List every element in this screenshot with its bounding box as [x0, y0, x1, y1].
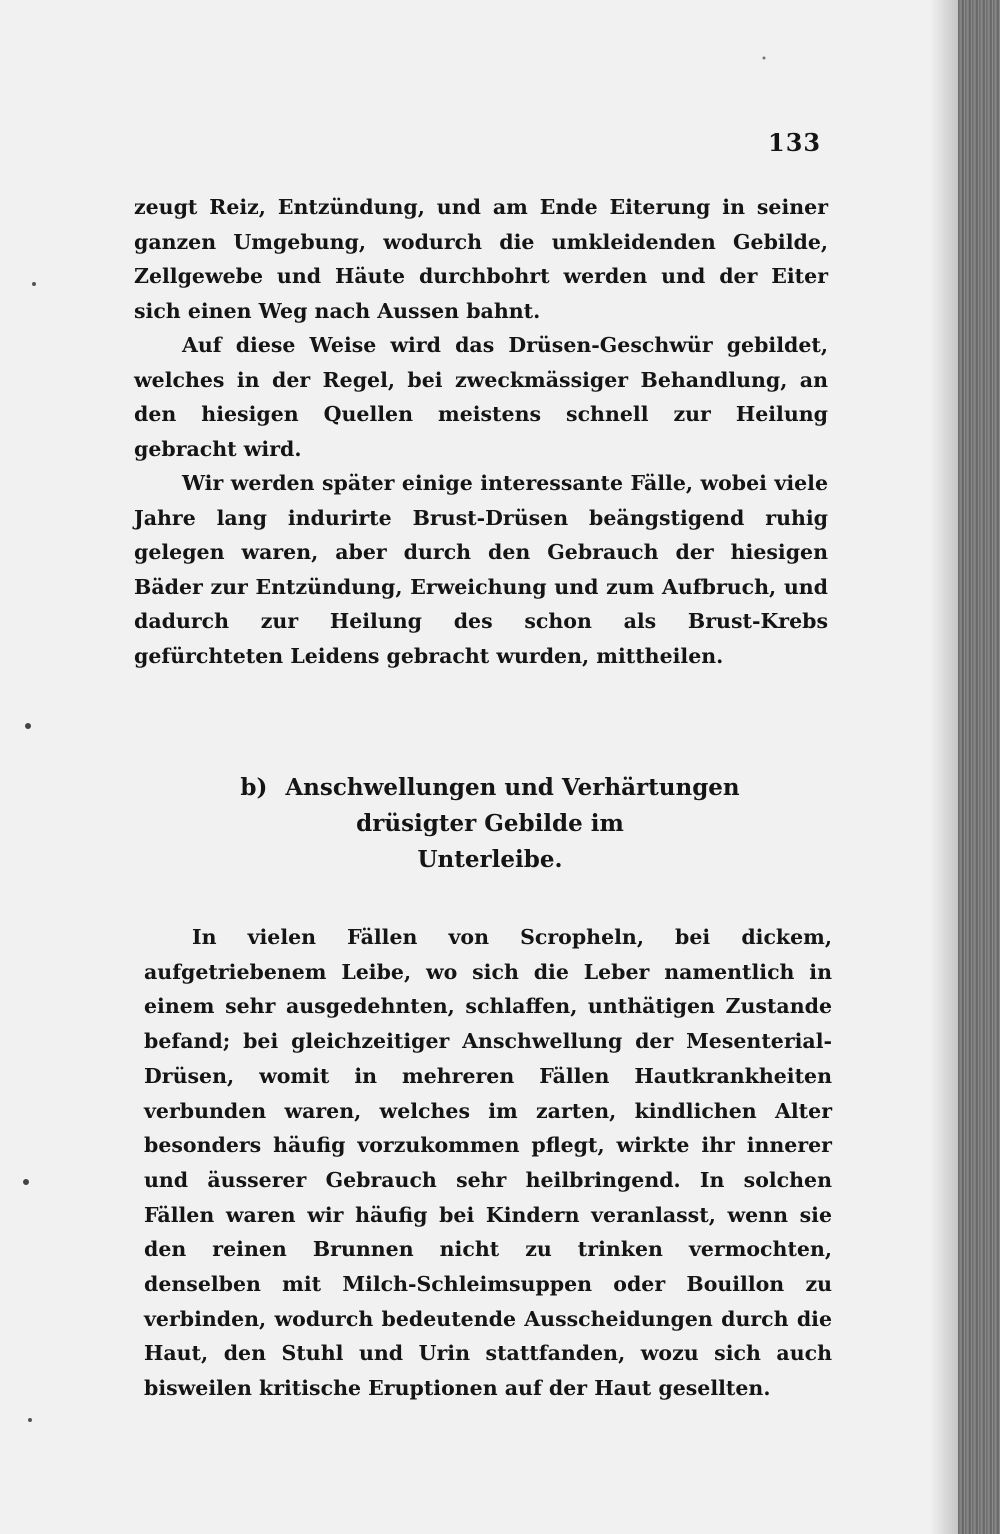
- section-heading-line-3: Unterleibe.: [417, 846, 563, 873]
- page-number: 133: [768, 128, 822, 157]
- page-gutter-shadow: [930, 0, 958, 1534]
- section-marker: b): [240, 774, 268, 801]
- paragraph-continuation: zeugt Reiz, Entzündung, und am Ende Eiterung in seiner ganzen Umgebung, wodurch die umkleidenden Gebilde, Zellgewebe und Häute durchbohrt werden und der Eiter sich einen Weg nach Aussen bahnt.: [134, 195, 828, 323]
- paragraph-section-body: In vielen Fällen von Scropheln, bei dickem, aufgetriebenem Leibe, wo sich die Leber namentlich in einem sehr ausgedehnten, schlaffen, unthätigen Zustande befand; bei gleichzeitiger Anschwellung der Mesenterial-Drüsen, womit in mehreren Fällen Hautkrankheiten verbunden waren, welches im zarten, kindlichen Alter besonders häufig vorzukommen pflegt, wirkte ihr innerer und äusserer Gebrauch sehr heilbringend. In solchen Fällen waren wir häufig bei Kindern veranlasst, wenn sie den reinen Brunnen nicht zu trinken vermochten, denselben mit Milch-Schleimsuppen oder Bouillon zu verbinden, wodurch bedeutende Ausscheidungen durch die Haut, den Stuhl und Urin stattfanden, wozu sich auch bisweilen kritische Eruptionen auf der Haut gesellten.: [144, 925, 832, 1401]
- paragraph-brust-druesen: Wir werden später einige interessante Fälle, wobei viele Jahre lang indurirte Brust-Drüsen beängstigend ruhig gelegen waren, aber durch den Gebrauch der hiesigen Bäder zur Entzündung, Erweichung und zum Aufbruch, und dadurch zur Heilung des schon als Brust-Krebs gefürchteten Leidens gebracht wurden, mittheilen.: [134, 471, 828, 668]
- section-title-part-1: Anschwellungen und Verhärtungen: [285, 774, 740, 801]
- paragraph-druesen-geschwuer: Auf diese Weise wird das Drüsen-Geschwür gebildet, welches in der Regel, bei zweckmässiger Behandlung, an den hiesigen Quellen meistens schnell zur Heilung gebracht wird.: [134, 333, 828, 461]
- section-heading-line-2: drüsigter Gebilde im: [356, 810, 624, 837]
- section-heading: [150, 770, 830, 878]
- section-heading-line-1: [150, 770, 830, 806]
- book-page-edges: [958, 0, 1000, 1534]
